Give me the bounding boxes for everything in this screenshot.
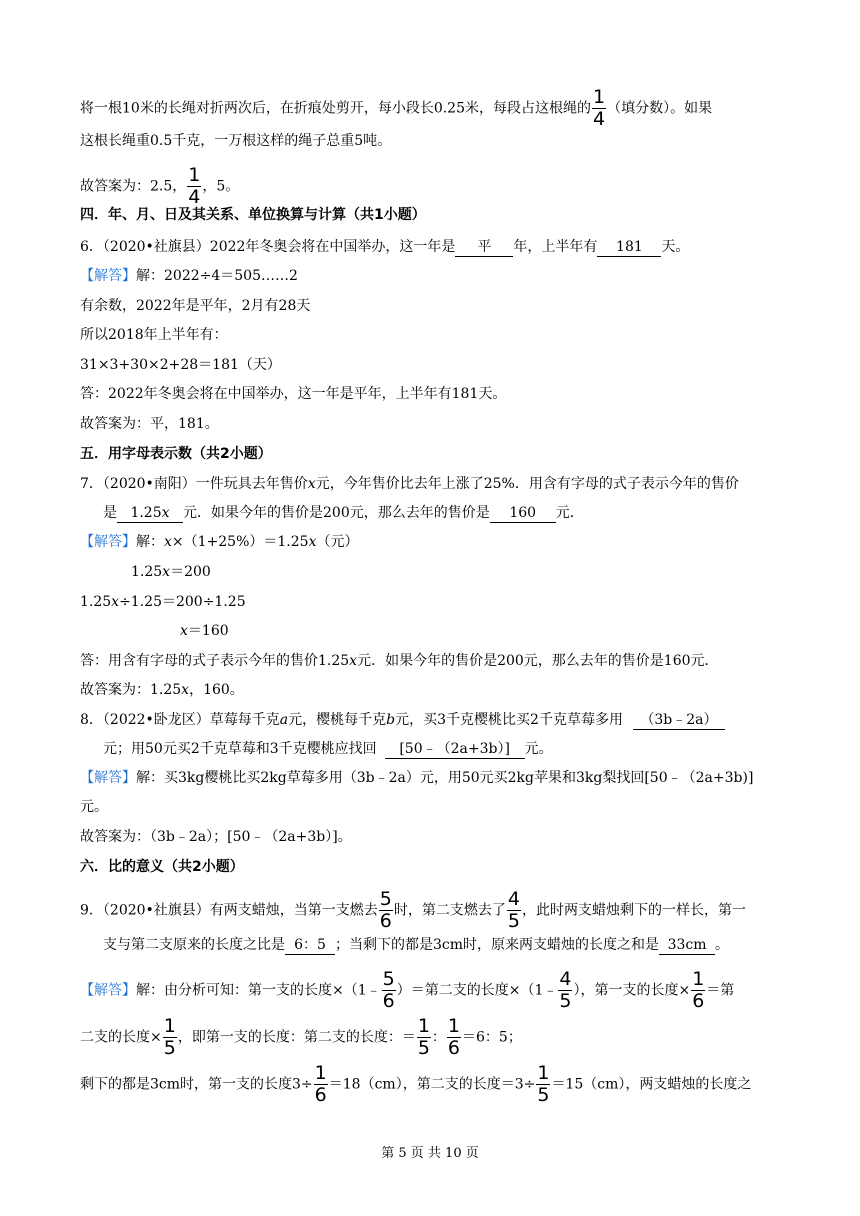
text: 故答案为：1.25 bbox=[80, 682, 182, 698]
text: ；当剩下的都是3cm时，原来两支蜡烛的长度之和是 bbox=[335, 937, 660, 953]
numerator: 1 bbox=[447, 1015, 461, 1037]
question-7-cont bbox=[103, 503, 788, 523]
answer-line: 故答案为：（3b﹣2a）；[50﹣（2a+3b）]。 bbox=[80, 829, 352, 845]
fraction bbox=[447, 1017, 461, 1058]
text: 天。 bbox=[661, 239, 690, 255]
fraction bbox=[558, 970, 572, 1011]
fraction bbox=[592, 88, 606, 129]
text: 剩下的都是3cm时，第一支的长度3÷ bbox=[80, 1076, 313, 1093]
solution-line bbox=[80, 532, 788, 552]
text: （元） bbox=[316, 534, 359, 550]
text: ），第一支的长度× bbox=[573, 982, 691, 999]
denominator: 6 bbox=[379, 910, 392, 932]
text-line bbox=[80, 88, 788, 129]
solution-line bbox=[131, 562, 788, 582]
text: ，5。 bbox=[202, 178, 240, 195]
denominator: 6 bbox=[314, 1084, 327, 1106]
section-heading: 六．比的意义（共2小题） bbox=[80, 859, 244, 875]
variable: x bbox=[111, 594, 120, 610]
text: 元．如果今年的售价是200元，那么去年的售价是160元． bbox=[357, 653, 719, 669]
variable: x bbox=[161, 505, 170, 521]
denominator: 5 bbox=[507, 910, 520, 932]
variable: b bbox=[386, 712, 396, 728]
text: 1.25 bbox=[130, 505, 162, 521]
variable: x bbox=[307, 476, 316, 492]
section-heading: 五．用字母表示数（共2小题） bbox=[80, 446, 272, 462]
text: 。 bbox=[715, 937, 730, 953]
text: ＝15（cm），两支蜡烛的长度之 bbox=[551, 1076, 752, 1093]
answer-blank: 平 bbox=[455, 239, 513, 257]
variable: a bbox=[279, 712, 289, 728]
answer-blank: [50﹣（2a+3b）] bbox=[385, 741, 525, 759]
solution-line bbox=[80, 970, 788, 1011]
text: 元；用50元买2千克草莓和3千克樱桃应找回 bbox=[103, 741, 377, 757]
text: 故答案为：2.5， bbox=[80, 178, 187, 195]
text: （填分数）。如果 bbox=[607, 100, 713, 117]
text: ： bbox=[431, 1029, 446, 1046]
answer-blank: 6：5 bbox=[285, 937, 335, 955]
text-line: 这根长绳重0.5千克，一万根这样的绳子总重5吨。 bbox=[80, 133, 392, 149]
text: 解：买3kg樱桃比买2kg草莓多用（3b﹣2a）元，用50元买2kg苹果和3kg梨找回[50﹣（2a+3b)] bbox=[136, 770, 754, 786]
fraction bbox=[382, 970, 396, 1011]
text: ）＝第二支的长度×（1﹣ bbox=[396, 982, 558, 999]
text: ÷1.25＝200÷1.25 bbox=[119, 594, 246, 610]
question-8-cont bbox=[103, 739, 788, 759]
answer-line bbox=[80, 680, 788, 700]
numerator: 1 bbox=[592, 86, 606, 108]
answer-line bbox=[80, 166, 788, 207]
text: 8．（2022•卧龙区）草莓每千克 bbox=[80, 712, 280, 728]
text: 元，今年售价比去年上涨了25%．用含有字母的式子表示今年的售价 bbox=[315, 476, 739, 492]
text: 元，买3千克樱桃比买2千克草莓多用 bbox=[395, 712, 623, 728]
denominator: 5 bbox=[537, 1084, 550, 1106]
text: ×（1+25%）＝1.25 bbox=[171, 534, 309, 550]
text: 解： bbox=[136, 534, 164, 550]
denominator: 5 bbox=[163, 1037, 176, 1059]
fraction bbox=[379, 890, 393, 931]
text: ＝160 bbox=[187, 623, 229, 639]
denominator: 5 bbox=[417, 1037, 430, 1059]
fraction bbox=[314, 1064, 328, 1105]
denominator: 5 bbox=[559, 990, 572, 1012]
text: ＝第 bbox=[706, 982, 735, 999]
numerator: 4 bbox=[507, 888, 520, 910]
solution-tag: 【解答】 bbox=[80, 770, 136, 786]
denominator: 4 bbox=[592, 108, 606, 130]
answer-blank: 160 bbox=[490, 505, 556, 523]
numerator: 5 bbox=[379, 888, 392, 910]
text: 9．（2020•社旗县）有两支蜡烛，当第一支燃去 bbox=[80, 902, 378, 919]
text: ，此时两支蜡烛剩下的一样长，第一 bbox=[521, 902, 746, 919]
text: 答：用含有字母的式子表示今年的售价1.25 bbox=[80, 653, 350, 669]
solution-line bbox=[80, 1064, 788, 1105]
numerator: 1 bbox=[417, 1015, 430, 1037]
solution-line bbox=[180, 621, 788, 641]
text: ＝18（cm），第二支的长度＝3÷ bbox=[328, 1076, 536, 1093]
answer-blank: （3b﹣2a） bbox=[633, 712, 725, 730]
denominator: 6 bbox=[692, 990, 705, 1012]
text: 6．（2020•社旗县）2022年冬奥会将在中国举办，这一年是 bbox=[80, 239, 456, 255]
numerator: 1 bbox=[692, 968, 705, 990]
text: 将一根10米的长绳对折两次后，在折痕处剪开，每小段长0.25米，每段占这根绳的 bbox=[80, 100, 591, 117]
text: 1.25 bbox=[131, 564, 163, 580]
solution-tag: 【解答】 bbox=[80, 982, 136, 999]
numerator: 1 bbox=[188, 164, 201, 186]
section-heading: 四．年、月、日及其关系、单位换算与计算（共1小题） bbox=[80, 207, 426, 223]
answer-line: 故答案为：平，181。 bbox=[80, 416, 219, 432]
solution-line bbox=[80, 1017, 788, 1058]
text: ，即第一支的长度：第二支的长度：＝ bbox=[177, 1029, 416, 1046]
text: 元． bbox=[555, 505, 584, 521]
fraction bbox=[691, 970, 705, 1011]
denominator: 4 bbox=[188, 186, 201, 208]
text: 是 bbox=[103, 505, 117, 521]
numerator: 4 bbox=[559, 968, 572, 990]
solution-line bbox=[80, 768, 788, 788]
question-9 bbox=[80, 890, 788, 931]
text: 元。 bbox=[524, 741, 553, 757]
solution-line bbox=[80, 651, 788, 671]
fraction bbox=[536, 1064, 550, 1105]
question-8 bbox=[80, 710, 788, 730]
fraction bbox=[507, 890, 521, 931]
question-7 bbox=[80, 474, 788, 494]
solution-line bbox=[80, 266, 788, 286]
text: ，160。 bbox=[189, 682, 244, 698]
variable: x bbox=[181, 682, 190, 698]
variable: x bbox=[349, 653, 358, 669]
denominator: 6 bbox=[382, 990, 395, 1012]
solution-line: 答：2022年冬奥会将在中国举办，这一年是平年，上半年有181天。 bbox=[80, 386, 507, 402]
text: 支与第二支原来的长度之比是 bbox=[103, 937, 285, 953]
text: ＝6：5； bbox=[462, 1029, 522, 1046]
text: 解：2022÷4＝505……2 bbox=[136, 268, 298, 284]
solution-line: 所以2018年上半年有： bbox=[80, 327, 228, 343]
text: ＝200 bbox=[170, 564, 211, 580]
solution-line: 元。 bbox=[80, 799, 108, 815]
text: 年，上半年有 bbox=[513, 239, 598, 255]
text: 时，第二支燃去了 bbox=[393, 902, 506, 919]
variable: x bbox=[308, 534, 317, 550]
variable: x bbox=[180, 623, 188, 639]
solution-line: 31×3+30×2+28＝181（天） bbox=[80, 357, 281, 373]
solution-tag: 【解答】 bbox=[80, 268, 136, 284]
text: 7．（2020•南阳）一件玩具去年售价 bbox=[80, 476, 308, 492]
text: 二支的长度× bbox=[80, 1029, 162, 1046]
text: 1.25 bbox=[80, 594, 112, 610]
variable: x bbox=[164, 534, 172, 550]
text: 解：由分析可知：第一支的长度×（1﹣ bbox=[136, 982, 381, 999]
question-9-cont bbox=[103, 935, 788, 955]
answer-blank bbox=[117, 505, 183, 523]
numerator: 1 bbox=[163, 1015, 176, 1037]
numerator: 1 bbox=[314, 1062, 327, 1084]
fraction bbox=[187, 166, 201, 207]
numerator: 5 bbox=[382, 968, 395, 990]
text: 元．如果今年的售价是200元，那么去年的售价是 bbox=[183, 505, 490, 521]
variable: x bbox=[162, 564, 171, 580]
page-footer: 第 5 页 共 10 页 bbox=[381, 1146, 479, 1161]
numerator: 1 bbox=[537, 1062, 550, 1084]
fraction bbox=[417, 1017, 431, 1058]
solution-line bbox=[80, 592, 788, 612]
solution-tag: 【解答】 bbox=[80, 534, 136, 550]
fraction bbox=[163, 1017, 177, 1058]
text: 元，樱桃每千克 bbox=[288, 712, 387, 728]
solution-line: 有余数，2022年是平年，2月有28天 bbox=[80, 298, 311, 314]
answer-blank: 181 bbox=[597, 239, 661, 257]
denominator: 6 bbox=[447, 1037, 461, 1059]
question-6 bbox=[80, 237, 788, 257]
answer-blank: 33cm bbox=[659, 937, 715, 955]
